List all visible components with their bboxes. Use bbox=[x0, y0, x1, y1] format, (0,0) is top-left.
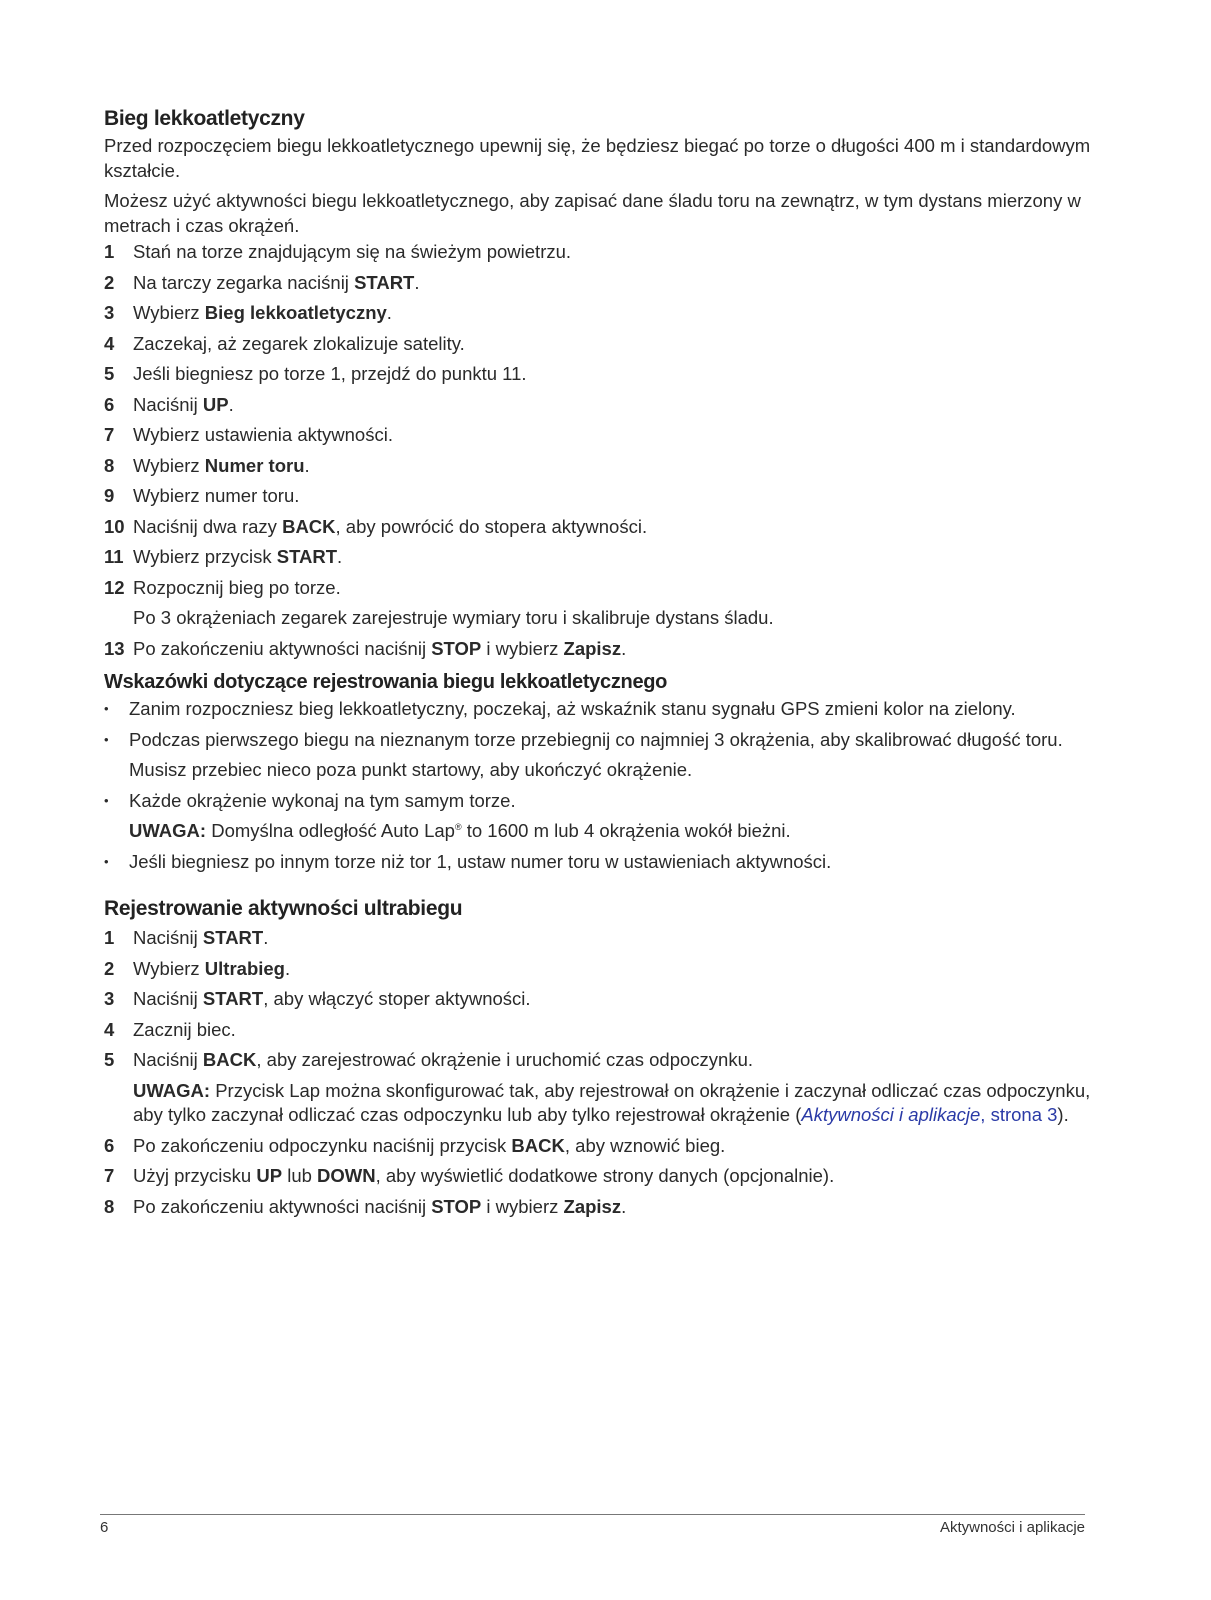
step-item: 4 Zaczekaj, aż zegarek zlokalizuje satelity. bbox=[104, 332, 1114, 357]
step-item: 5 Jeśli biegniesz po torze 1, przejdź do punktu 11. bbox=[104, 362, 1114, 387]
step-item: 11 Wybierz przycisk START. bbox=[104, 545, 1114, 570]
note: UWAGA: Przycisk Lap można skonfigurować tak, aby rejestrował on okrążenie i zaczynał odliczać czas odpoczynku, aby tylko zaczynał odliczać czas odpoczynku lub aby tylko rejestrował okrążenie (Aktywności i aplikacje, strona 3). bbox=[133, 1079, 1091, 1125]
step-item: 8 Wybierz Numer toru. bbox=[104, 454, 1114, 479]
tip-item: • Zanim rozpoczniesz bieg lekkoatletyczny, poczekaj, aż wskaźnik stanu sygnału GPS zmieni kolor na zielony. bbox=[104, 697, 1114, 722]
tip-item: • Podczas pierwszego biegu na nieznanym torze przebiegnij co najmniej 3 okrążenia, aby skalibrować długość toru. Musisz przebiec nieco poza punkt startowy, aby ukończyć okrążenie. bbox=[104, 728, 1114, 783]
step-item: 8 Po zakończeniu aktywności naciśnij STOP i wybierz Zapisz. bbox=[104, 1195, 1114, 1220]
section-ultra-run bbox=[104, 894, 1114, 1219]
note-label: UWAGA: bbox=[129, 820, 207, 841]
registered-mark: ® bbox=[454, 821, 462, 832]
bullet-icon: • bbox=[104, 731, 109, 747]
step-item: 5 Naciśnij BACK, aby zarejestrować okrążenie i uruchomić czas odpoczynku. UWAGA: Przycisk Lap można skonfigurować tak, aby rejestrował on okrążenie i zaczynał odliczać czas odpoczynku, aby tylko zaczynał odliczać czas odpoczynku lub aby tylko rejestrował okrążenie (Aktywności i aplikacje, strona 3). bbox=[104, 1048, 1114, 1128]
step-number: 5 bbox=[104, 1049, 115, 1070]
step-number: 9 bbox=[104, 485, 115, 506]
section-title: Rejestrowanie aktywności ultrabiegu bbox=[104, 897, 463, 920]
step-number: 4 bbox=[104, 332, 115, 354]
step-number: 1 bbox=[104, 241, 115, 262]
intro-paragraph: Przed rozpoczęciem biegu lekkoatletycznego upewnij się, że będziesz biegać po torze o długości 400 m i standardowym kształcie. bbox=[104, 135, 1091, 181]
note-label: UWAGA: bbox=[133, 1079, 211, 1101]
step-item: 1 Stań na torze znajdującym się na świeżym powietrzu. bbox=[104, 240, 1114, 265]
step-number: 2 bbox=[104, 957, 115, 979]
step-item: 13 Po zakończeniu aktywności naciśnij STOP i wybierz Zapisz. bbox=[104, 637, 1114, 662]
page-number: 6 bbox=[100, 1519, 109, 1536]
step-item: 6 Naciśnij UP. bbox=[104, 393, 1114, 418]
section-title: Bieg lekkoatletyczny bbox=[104, 107, 305, 130]
step-item: 3 Naciśnij START, aby włączyć stoper aktywności. bbox=[104, 987, 1114, 1012]
step-number: 3 bbox=[104, 302, 115, 323]
step-number: 7 bbox=[104, 424, 115, 445]
note: UWAGA: Domyślna odległość Auto Lap® to 1600 m lub 4 okrążenia wokół bieżni. bbox=[129, 820, 791, 841]
intro-paragraph: Możesz użyć aktywności biegu lekkoatletycznego, aby zapisać dane śladu toru na zewnątrz, w tym dystans mierzony w metrach i czas okrążeń. bbox=[104, 190, 1081, 236]
step-subtext: Po 3 okrążeniach zegarek zarejestruje wymiary toru i skalibruje dystans śladu. bbox=[133, 607, 774, 628]
step-number: 2 bbox=[104, 271, 115, 293]
step-item: 6 Po zakończeniu odpoczynku naciśnij przycisk BACK, aby wznowić bieg. bbox=[104, 1134, 1114, 1159]
page-footer bbox=[100, 1514, 1085, 1536]
section-track-running bbox=[104, 104, 1114, 661]
subsection-title: Wskazówki dotyczące rejestrowania biegu lekkoatletycznego bbox=[104, 671, 668, 693]
step-item: 7 Wybierz ustawienia aktywności. bbox=[104, 423, 1114, 448]
track-steps-list bbox=[104, 240, 1114, 661]
step-item: 1 Naciśnij START. bbox=[104, 926, 1114, 951]
footer-section-name: Aktywności i aplikacje bbox=[939, 1519, 1085, 1536]
page-content bbox=[104, 104, 1114, 1225]
step-item: 2 Wybierz Ultrabieg. bbox=[104, 957, 1114, 982]
step-item: 3 Wybierz Bieg lekkoatletyczny. bbox=[104, 301, 1114, 326]
step-item: 2 Na tarczy zegarka naciśnij START. bbox=[104, 271, 1114, 296]
step-number: 8 bbox=[104, 454, 115, 476]
bullet-icon: • bbox=[104, 792, 109, 808]
step-item: 12 Rozpocznij bieg po torze. Po 3 okrążeniach zegarek zarejestruje wymiary toru i skalibruje dystans śladu. bbox=[104, 576, 1114, 631]
step-number: 1 bbox=[104, 927, 115, 948]
step-number: 11 bbox=[104, 546, 124, 567]
step-number: 7 bbox=[104, 1165, 115, 1186]
step-number: 13 bbox=[104, 637, 125, 659]
step-number: 6 bbox=[104, 393, 115, 415]
step-number: 10 bbox=[104, 515, 125, 537]
step-item: 7 Użyj przycisku UP lub DOWN, aby wyświetlić dodatkowe strony danych (opcjonalnie). bbox=[104, 1164, 1114, 1189]
bullet-icon: • bbox=[104, 701, 109, 716]
step-number: 12 bbox=[104, 576, 125, 598]
step-item: 9 Wybierz numer toru. bbox=[104, 484, 1114, 509]
section-track-tips bbox=[104, 667, 1114, 874]
tip-subtext: Musisz przebiec nieco poza punkt startowy, aby ukończyć okrążenie. bbox=[129, 759, 693, 780]
step-number: 8 bbox=[104, 1195, 115, 1217]
tips-list bbox=[104, 697, 1114, 874]
tip-item: • Jeśli biegniesz po innym torze niż tor 1, ustaw numer toru w ustawieniach aktywności. bbox=[104, 850, 1114, 875]
step-number: 3 bbox=[104, 988, 115, 1009]
ultra-steps-list bbox=[104, 926, 1114, 1219]
step-item: 10 Naciśnij dwa razy BACK, aby powrócić do stopera aktywności. bbox=[104, 515, 1114, 540]
cross-reference-link[interactable]: Aktywności i aplikacje, strona 3 bbox=[801, 1104, 1058, 1125]
step-item: 4 Zacznij biec. bbox=[104, 1018, 1114, 1043]
step-number: 4 bbox=[104, 1018, 115, 1040]
step-number: 6 bbox=[104, 1134, 115, 1156]
bullet-icon: • bbox=[104, 853, 109, 869]
tip-item: • Każde okrążenie wykonaj na tym samym torze. UWAGA: Domyślna odległość Auto Lap® to 1600 m lub 4 okrążenia wokół bieżni. bbox=[104, 789, 1114, 844]
step-number: 5 bbox=[104, 363, 115, 384]
